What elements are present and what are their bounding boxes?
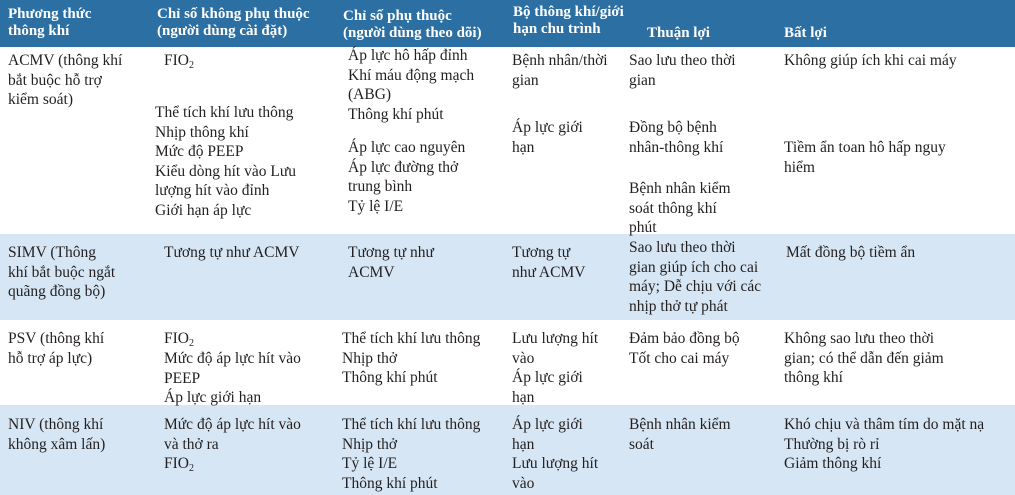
cell-line: Tương tự như (348, 244, 434, 261)
header-cycle (513, 4, 624, 38)
cell-line: Đảm bảo đồng bộ (629, 330, 740, 347)
acmv-dependent-cell-b (348, 138, 465, 216)
cell-line: Mất đồng bộ tiềm ẩn (786, 244, 916, 261)
cell-line: Đồng bộ bệnh (629, 119, 717, 136)
cell-line: hỗ trợ áp lực) (8, 349, 93, 367)
cell-line: Bệnh nhân kiểm (629, 180, 731, 197)
simv-dependent-cell (348, 243, 434, 282)
niv-advantages-cell (629, 415, 731, 454)
cell-line: và thở ra (164, 435, 219, 453)
cell-line: Tốt cho cai máy (629, 349, 730, 367)
cell-line: ACMV (thông khí (8, 52, 123, 69)
header-mode (8, 6, 91, 40)
acmv-advantages-cell-a (629, 51, 736, 90)
psv-advantages-cell (629, 329, 740, 368)
acmv-cycle-cell-a (512, 51, 608, 90)
niv-disadvantages-cell (784, 415, 984, 474)
cell-line: Tỷ lệ I/E (348, 197, 404, 215)
cell-line: SIMV (Thông (8, 244, 96, 261)
cell-line: Bệnh nhân/thời (512, 52, 608, 69)
header-disadvantages (784, 25, 827, 42)
cell-line: Áp lực đường thở (348, 158, 459, 176)
header-dependent-line: (người dùng theo dõi) (343, 25, 482, 41)
cell-line: Áp lực cao nguyên (348, 139, 466, 156)
cell-line: Tương tự (512, 244, 571, 261)
simv-disadvantages-cell (786, 243, 915, 263)
header-mode-line: thông khí (8, 23, 70, 39)
simv-cycle-cell (512, 243, 585, 282)
cell-line: soát thông khí (629, 199, 717, 217)
header-advantages-line: Thuận lợi (647, 25, 710, 41)
header-independent (157, 6, 310, 40)
cell-line: Giảm thông khí (784, 455, 882, 473)
cell-line: Tiềm ẩn toan hô hấp nguy (784, 139, 946, 156)
cell-line: Nhịp thở (342, 349, 398, 367)
simv-advantages-cell (629, 238, 761, 316)
cell-line: Giới hạn áp lực (155, 201, 252, 219)
cell-line: nhịp thở tự phát (629, 297, 728, 315)
cell-line: Lưu lượng hít (512, 455, 599, 473)
cell-line: Thể tích khí lưu thông (342, 416, 481, 433)
acmv-advantages-cell-c (629, 179, 731, 238)
cell-line: hạn (512, 435, 535, 453)
cell-line: Áp lực hô hấp đỉnh (348, 47, 468, 64)
acmv-fio2 (164, 51, 194, 71)
cell-line: PEEP (164, 369, 201, 387)
cell-line: Áp lực giới hạn (164, 389, 262, 407)
table-header (0, 0, 1015, 47)
acmv-disadvantages-cell-b (784, 138, 946, 177)
cell-line: Kiểu dòng hít vào Lưu (155, 162, 296, 180)
cell-line: hạn (512, 138, 535, 156)
cell-line: bắt buộc hỗ trợ (8, 71, 102, 89)
cell-line: quãng đồng bộ) (8, 283, 106, 301)
fio2-text: FIO (164, 330, 189, 347)
simv-mode-cell (8, 243, 115, 302)
niv-mode-cell (8, 415, 105, 454)
cell-line: khí bắt buộc ngắt (8, 263, 116, 281)
cell-line: vào (512, 349, 535, 367)
cell-line: Bệnh nhân kiểm (629, 416, 731, 433)
acmv-cycle-cell-b (512, 118, 583, 157)
header-dependent-line: Chỉ số phụ thuộc (343, 8, 452, 24)
cell-line: Tỷ lệ I/E (342, 455, 398, 473)
cell-line: Khí máu động mạch (348, 66, 475, 84)
cell-line: Tương tự như ACMV (164, 244, 300, 261)
header-advantages (647, 25, 710, 42)
cell-line: Nhịp thở (342, 435, 398, 453)
cell-line: Sao lưu theo thời (629, 239, 736, 256)
cell-line: Mức độ áp lực hít vào (164, 416, 301, 433)
cell-line: Áp lực giới (512, 369, 583, 387)
cell-line: PSV (thông khí (8, 330, 105, 347)
cell-line: Thường bị rò rỉ (784, 435, 880, 453)
cell-line: Áp lực giới (512, 416, 583, 433)
header-cycle-line: hạn chu trình (513, 21, 601, 37)
niv-dependent-cell (342, 415, 480, 493)
cell-line: như ACMV (512, 263, 586, 281)
psv-independent-cell (164, 349, 301, 408)
niv-fio2 (164, 454, 194, 474)
cell-line: Khó chịu và thâm tím do mặt nạ (784, 416, 985, 433)
simv-independent-cell (164, 243, 299, 263)
cell-line: Thể tích khí lưu thông (155, 104, 294, 121)
niv-independent-cell (164, 415, 301, 454)
cell-line: gian (512, 71, 539, 89)
niv-cycle-cell (512, 415, 598, 493)
cell-line: Mức độ áp lực hít vào (164, 350, 301, 367)
cell-line: hiểm (784, 158, 815, 176)
cell-line: phút (629, 219, 657, 237)
cell-line: Thông khí phút (342, 369, 438, 387)
header-disadvantages-line: Bất lợi (784, 25, 827, 41)
fio2-subscript: 2 (188, 60, 194, 71)
cell-line: NIV (thông khí (8, 416, 104, 433)
psv-cycle-cell (512, 329, 598, 407)
cell-line: hạn (512, 388, 535, 406)
fio2-subscript: 2 (188, 338, 194, 349)
acmv-advantages-cell-b (629, 118, 723, 157)
cell-line: thông khí (784, 369, 843, 387)
psv-dependent-cell (342, 329, 480, 388)
cell-line: lượng hít vào đỉnh (155, 182, 270, 200)
header-mode-line: Phương thức (8, 6, 92, 22)
acmv-dependent-cell-a (348, 46, 474, 124)
psv-mode-cell (8, 329, 104, 368)
cell-line: Không sao lưu theo thời (784, 330, 935, 347)
cell-line: gian giúp ích cho cai (629, 258, 759, 276)
cell-line: ACMV (348, 263, 395, 281)
header-cycle-line: Bộ thông khí/giới (513, 4, 624, 20)
header-dependent (343, 8, 482, 42)
cell-line: không xâm lấn) (8, 435, 106, 453)
cell-line: gian (629, 71, 656, 89)
header-independent-line: (người dùng cài đặt) (157, 23, 288, 39)
cell-line: trung bình (348, 178, 413, 196)
fio2-text: FIO (164, 52, 189, 69)
cell-line: (ABG) (348, 86, 392, 104)
psv-disadvantages-cell (784, 329, 944, 388)
acmv-mode-cell (8, 51, 122, 110)
fio2-text: FIO (164, 455, 189, 472)
cell-line: Sao lưu theo thời (629, 52, 736, 69)
header-independent-line: Chỉ số không phụ thuộc (157, 6, 310, 22)
fio2-subscript: 2 (188, 463, 194, 474)
cell-line: Mức độ PEEP (155, 143, 244, 161)
acmv-independent-cell (155, 103, 296, 221)
cell-line: Thông khí phút (342, 474, 438, 492)
psv-fio2 (164, 329, 194, 349)
cell-line: Không giúp ích khi cai máy (784, 52, 957, 69)
cell-line: soát (629, 435, 654, 453)
cell-line: kiểm soát) (8, 91, 73, 109)
acmv-disadvantages-cell-a (784, 51, 957, 71)
cell-line: máy; Dễ chịu với các (629, 278, 762, 296)
cell-line: Lưu lượng hít (512, 330, 599, 347)
cell-line: Thể tích khí lưu thông (342, 330, 481, 347)
cell-line: nhân-thông khí (629, 138, 724, 156)
cell-line: vào (512, 474, 535, 492)
cell-line: gian; có thể dẫn đến giảm (784, 349, 944, 367)
cell-line: Thông khí phút (348, 105, 444, 123)
cell-line: Áp lực giới (512, 119, 583, 136)
cell-line: Nhịp thông khí (155, 123, 249, 141)
